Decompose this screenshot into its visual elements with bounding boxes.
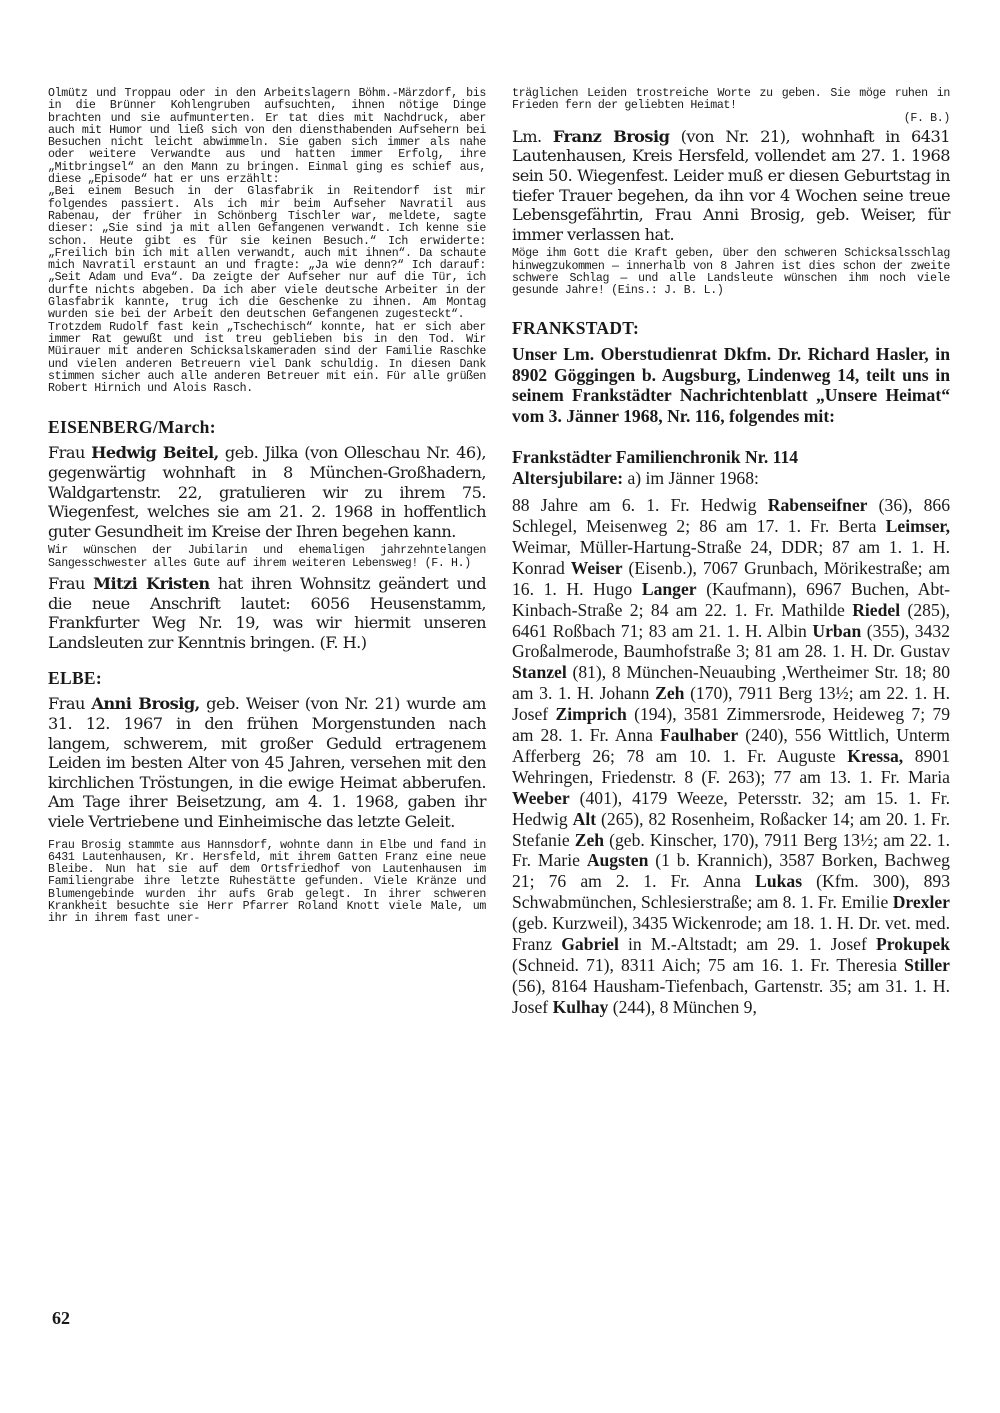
jubilar-entry-text: (401), 4179 Weeze, Petersstr. 32; am 15. 1. Fr. Hedwig	[512, 787, 950, 829]
jubilar-entry-text: (240), 556 Wittlich, Unterm Afferberg 26; 78 am 10. 1. Fr. Auguste	[512, 725, 950, 766]
frankstadt-heading: FRANKSTADT:	[512, 317, 640, 338]
jubilar-name: Lukas	[755, 871, 803, 892]
jubilar-entry-text: (355), 3432 Großalmerode, Baumhofstraße 3; 81 am 28. 1. H. Dr. Gustav	[512, 620, 950, 662]
jubilar-name: Stiller	[904, 955, 950, 976]
jubilar-entry-text: (geb. Kurzweil), 3435 Wickenrode; am 18. 1. H. Dr. vet. med. Franz	[512, 913, 950, 955]
jubilar-name: Zimprich	[555, 704, 627, 725]
beitel-name: Hedwig Beitel,	[91, 443, 219, 463]
jubilar-name: Riedel	[852, 599, 901, 620]
jubilar-entry-text: 8901 Wehringen, Friedenstr. 8 (F. 263); 77 am 13. 1. Fr. Maria	[512, 745, 950, 787]
beitel-paragraph: Frau Hedwig Beitel, geb. Jilka (von Olleschau Nr. 46), gegenwärtig wohnhaft in 8 München-Großhadern, Waldgartenstr. 22, gratulieren wir zu ihrem 75. Wiegenfest, welches sie am 21. 2. 1968 in hoffentlich guter Gesundheit im Kreise der Ihren begehen kann.	[48, 443, 486, 541]
kristen-paragraph: Frau Mitzi Kristen hat ihren Wohnsitz geändert und die neue Anschrift lautet: 6056 Heusenstamm, Frankfurter Weg Nr. 19, was wir hiermit unseren Landsleuten zur Kenntnis bringen. (F. H.)	[48, 573, 487, 652]
jubilar-entry-text: (194), 3581 Zimmersrode, Heideweg 7; 79 am 28. 1. Fr. Anna	[512, 704, 950, 746]
right-column	[512, 88, 950, 1018]
jubilar-name: Prokupek	[876, 934, 950, 955]
jubilar-entry-text: (81), 8 München-Neuaubing ,Wertheimer Str. 18; 80 am 3. 1. H. Johann	[512, 662, 950, 704]
jubilar-entry-text: (1 b. Krannich), 3587 Borken, Bachweg 21; 76 am 2. 1. Fr. Anna	[512, 850, 950, 892]
kristen-name: Mitzi Kristen	[93, 573, 210, 593]
continuation-signature: (F. B.)	[903, 111, 950, 125]
jubilar-name: Zeh	[574, 829, 605, 850]
jubilar-name: Weiser	[570, 557, 623, 578]
jubilar-name: Leimser,	[885, 515, 950, 536]
jubilar-name: Rabenseifner	[767, 495, 868, 516]
jubilar-entry-text: in M.-Altstadt; am 29. 1. Josef	[618, 934, 876, 955]
anni-paragraph: Frau Anni Brosig, geb. Weiser (von Nr. 21) wurde am 31. 12. 1967 in den frühen Morgenstunden nach langem, schwerem, mit großer Geduld ertragenem Leiden im besten Alter von 45 Jahren, versehen mit den kirchlichen Tröstungen, in die ewige Heimat abberufen. Am Tage ihrer Beisetzung, am 4. 1. 1968, gaben ihr viele Vertriebene und Einheimische das letzte Geleit.	[48, 694, 486, 831]
jubilar-entry-text: Weimar, Müller-Hartung-Straße 24, DDR; 87 am 1. 1. H. Konrad	[512, 536, 950, 578]
jubilar-name: Langer	[641, 578, 697, 599]
franz-paragraph: Lm. Franz Brosig (von Nr. 21), wohnhaft in 6431 Lautenhausen, Kreis Hersfeld, vollendet am 27. 1. 1968 sein 50. Wiegenfest. Leider muß er diesen Geburtstag in tiefer Trauer begehen, da ihn vor 4 Wochen seine treue Lebensgefährtin, Frau Anni Brosig, geb. Weiser, für immer verlassen hat.	[512, 126, 950, 244]
hasler-paragraph: Unser Lm. Oberstudienrat Dkfm. Dr. Richard Hasler, in 8902 Göggingen b. Augsburg, Lindenweg 14, teilt uns in seinem Frankstädter Nachrichtenblatt „Unsere Heimat“ vom 3. Jänner 1968, Nr. 116, folgendes mit:	[512, 343, 950, 427]
elbe-heading: ELBE:	[48, 668, 103, 689]
jubilar-name: Kulhay	[552, 996, 609, 1017]
jubilar-entry-text: (Schneid. 71), 8311 Aich; 75 am 16. 1. Fr. Theresia	[512, 955, 905, 976]
jubilar-name: Kressa,	[847, 745, 904, 766]
jubilar-name: Gabriel	[561, 934, 619, 955]
left-column	[48, 88, 486, 926]
jubilar-name: Zeh	[655, 683, 685, 704]
jubilar-name: Drexler	[892, 892, 950, 913]
anni-name: Anni Brosig,	[91, 694, 200, 714]
alters-line: Altersjubilare: a) im Jänner 1968:	[512, 468, 759, 489]
eisenberg-heading: EISENBERG/March:	[48, 417, 216, 438]
beitel-wish: Wir wünschen der Jubilarin und ehemaligen jahrzehntelangen Sangesschwester alles Gute auf ihrem weiteren Lebensweg! (F. H.)	[48, 544, 486, 570]
jubilar-entry-text: (Kaufmann), 6967 Buchen, Abt-Kinbach-Straße 2; 84 am 22. 1. Fr. Mathilde	[512, 578, 951, 620]
intro-paragraph: Olmütz und Troppau oder in den Arbeitslagern Böhm.-Märzdorf, bis in die Brünner Kohlengruben aufsuchten, ihnen nötige Dinge brachten und sie aufmunterten. Er tat dies mit Nachdruck, aber auch mit Humor und ließ sich von den diensthabenden Aufsehern bei Besuchen nicht leicht abwimmeln. Sie gaben sich immer als nahe oder weitere Verwandte aus und hatten immer Erfolg, ihre „Mitbringsel“ an den Mann zu bringen. Einmal ging es schief aus, diese „Episode“ hat er uns erzählt:	[48, 87, 486, 187]
chronik-title: Frankstädter Familienchronik Nr. 114	[512, 447, 799, 468]
continuation-paragraph: träglichen Leiden trostreiche Worte zu geben. Sie möge ruhen in Frieden fern der geliebten Heimat!	[512, 87, 950, 113]
alters-label: Altersjubilare:	[512, 468, 624, 489]
jubilar-entry-text: (56), 8164 Hausham-Tiefenbach, Gartenstr. 35; am 31. 1. H. Josef	[512, 975, 950, 1017]
jubilar-entry-text: (Eisenb.), 7067 Grunbach, Mörikestraße; am 16. 1. H. Hugo	[512, 557, 950, 599]
jubilar-entry-text: (285), 6461 Roßbach 71; 83 am 21. 1. H. Albin	[512, 599, 951, 641]
jubilar-entry-text: (36), 866 Schlegel, Meisenweg 2; 86 am 17. 1. Fr. Berta	[512, 495, 950, 536]
jubilar-name: Faulhaber	[660, 725, 739, 746]
jubilar-name: Weeber	[512, 787, 570, 808]
franz-name: Franz Brosig	[552, 126, 670, 146]
jubilar-name: Augsten	[586, 850, 649, 871]
jubilar-entry-text: (170), 7911 Berg 13½; am 22. 1. H. Josef	[512, 683, 950, 725]
jubilar-entry-text: (265), 82 Rosenheim, Roßacker 14; am 20. 1. Fr. Stefanie	[512, 808, 950, 850]
jubilare-list	[512, 495, 950, 1018]
anni-small-paragraph: Frau Brosig stammte aus Hannsdorf, wohnte dann in Elbe und fand in 6431 Lautenhausen, Kr. Hersfeld, mit ihrem Gatten Franz eine neue Bleibe. Nun hat sie auf dem Ortsfriedhof von Lautenhausen im Familiengrabe ihre letzte Ruhestätte gefunden. Viele Kränze und Blumengebinde wurden ihr aufs Grab gelegt. In ihrer schweren Krankheit besuchte sie Herr Pfarrer Roland Knott viele Male, um ihr in ihrem fast uner-	[48, 838, 486, 926]
jubilar-entry-text: (geb. Kinscher, 170), 7911 Berg 13½; am 22. 1. Fr. Marie	[512, 829, 950, 871]
page-number: 62	[52, 1308, 70, 1328]
jubilar-entry-text: (Kfm. 300), 893 Schwabmünchen, Schlesierstraße; am 8. 1. Fr. Emilie	[512, 871, 950, 913]
closing-paragraph: Trotzdem Rudolf fast kein „Tschechisch“ konnte, hat er sich aber immer Rat gewußt und ist treu geblieben bis in den Tod. Wir Müirauer mit anderen Schicksalskameraden sind der Familie Raschke und vielen anderen Betreuern viel Dank schuldig. In diesen Dank stimmen sicher auch alle anderen Betreuer mit ein. Für alle grüßen Robert Hirnich und Alois Rasch.	[48, 320, 486, 396]
jubilar-entry-text: (244), 8 München 9,	[608, 996, 757, 1017]
franz-small-paragraph: Möge ihm Gott die Kraft geben, über den schweren Schicksalsschlag hinwegzukommen — innerhalb von 8 Jahren ist dies schon der zweite schwere Schlag — und alle Landsleute wünschen ihm noch viele gesunde Jahre! (Eins.: J. B. L.)	[512, 247, 950, 298]
jubilar-name: Urban	[812, 620, 862, 641]
jubilar-entry-text: 88 Jahre am 6. 1. Fr. Hedwig	[512, 495, 768, 516]
jubilar-name: Stanzel	[512, 662, 567, 683]
story-paragraph: „Bei einem Besuch in der Glasfabrik in Reitendorf ist mir folgendes passiert. Als ich mir beim Aufseher Navratil aus Rabenau, der früher in Schönberg Tischler war, meldete, sagte dieser: „Sie sind ja mit allen Gefangenen verwandt. Ich kenne sie schon. Heute gibt es für sie keinen Besuch.“ Ich erwiderte: „Freilich bin ich mit allen verwandt, auch mit ihnen“. Da schaute mich Navratil erstaunt an und fragte: „Ja wie denn?“ Ich darauf: „Seit Adam und Eva“. Da zeigte der Aufseher nur auf die Tür, ich durfte nichts abgeben. Da ich aber viele deutsche Arbeiter in der Glasfabrik kannte, trug ich die Geschenke zu ihnen. Am Montag wurden sie bei der Arbeit den deutschen Gefangenen zugesteckt“.	[48, 185, 486, 322]
jubilar-name: Alt	[572, 808, 597, 829]
